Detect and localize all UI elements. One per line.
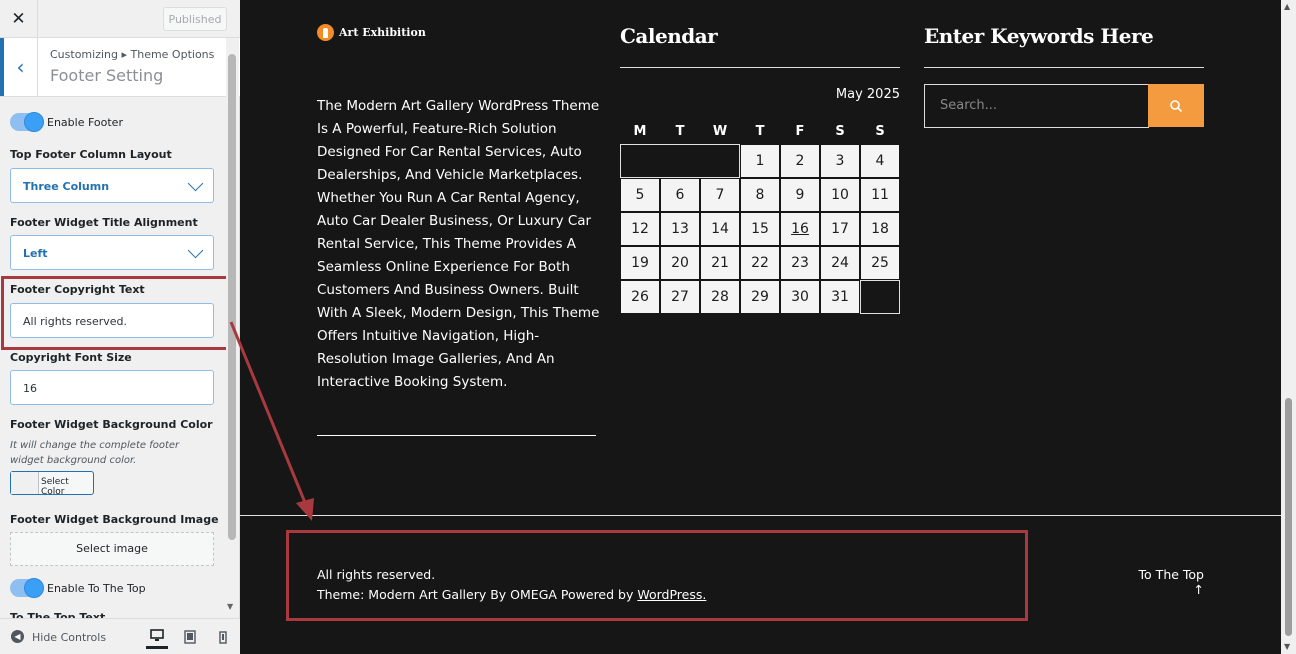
customizer-footer bbox=[0, 618, 240, 654]
theme-credit-text: Theme: Modern Art Gallery By OMEGA Powered by bbox=[317, 587, 638, 602]
enable-to-top-toggle[interactable] bbox=[10, 579, 44, 597]
scroll-up-arrow-icon[interactable]: ▲ bbox=[1284, 2, 1291, 11]
select-color-button[interactable] bbox=[10, 471, 94, 495]
mobile-preview-button[interactable] bbox=[212, 625, 234, 649]
calendar-day-cell: 28 bbox=[700, 280, 740, 314]
chevron-down-icon bbox=[188, 243, 204, 259]
calendar-day-cell: 29 bbox=[740, 280, 780, 314]
column-layout-value: Three Column bbox=[23, 180, 110, 193]
font-size-label: Copyright Font Size bbox=[10, 351, 132, 364]
calendar-day-cell: 12 bbox=[620, 212, 660, 246]
panel-title: Footer Setting bbox=[50, 66, 164, 85]
calendar-week-row bbox=[620, 144, 900, 178]
calendar-week-row bbox=[620, 178, 900, 212]
calendar-day-cell: 30 bbox=[780, 280, 820, 314]
customizer-topbar bbox=[0, 0, 240, 38]
calendar-weekday: W bbox=[712, 124, 728, 139]
enable-footer-label: Enable Footer bbox=[47, 116, 123, 129]
bg-color-description: It will change the complete footer widget background color. bbox=[10, 440, 180, 466]
copyright-line: All rights reserved. bbox=[317, 567, 436, 582]
column-layout-select[interactable] bbox=[10, 168, 214, 203]
calendar-today-cell[interactable]: 16 bbox=[780, 212, 820, 246]
footer-divider bbox=[240, 515, 1281, 516]
published-button[interactable]: Published bbox=[163, 7, 227, 31]
calendar-day-cell: 15 bbox=[740, 212, 780, 246]
tablet-icon bbox=[184, 630, 196, 644]
column-layout-label: Top Footer Column Layout bbox=[10, 148, 172, 161]
calendar-day-cell: 11 bbox=[860, 178, 900, 212]
close-customizer-button[interactable]: ✕ bbox=[0, 0, 38, 38]
hide-controls-button[interactable]: Hide Controls bbox=[32, 631, 107, 644]
calendar-day-cell: 20 bbox=[660, 246, 700, 280]
tablet-preview-button[interactable] bbox=[179, 625, 201, 649]
back-button[interactable]: ‹ bbox=[0, 38, 38, 96]
sidebar-scrollbar-thumb[interactable] bbox=[228, 54, 236, 540]
calendar-week-row bbox=[620, 246, 900, 280]
calendar-day-cell: 14 bbox=[700, 212, 740, 246]
title-alignment-value: Left bbox=[23, 247, 48, 260]
calendar-day-cell: 13 bbox=[660, 212, 700, 246]
enable-to-top-label: Enable To The Top bbox=[47, 582, 146, 595]
calendar-day-cell: 10 bbox=[820, 178, 860, 212]
calendar-caption: May 2025 bbox=[835, 87, 900, 102]
calendar-day-cell: 22 bbox=[740, 246, 780, 280]
calendar-weekday: T bbox=[675, 124, 685, 139]
copyright-text-label: Footer Copyright Text bbox=[10, 283, 145, 296]
to-the-top-link[interactable]: To The Top ↑ bbox=[1138, 567, 1204, 597]
calendar-day-cell: 3 bbox=[820, 144, 860, 178]
toggle-knob bbox=[24, 578, 44, 598]
calendar-day-cell: 1 bbox=[740, 144, 780, 178]
search-divider bbox=[924, 67, 1204, 68]
calendar-day-cell: 7 bbox=[700, 178, 740, 212]
calendar-day-cell: 8 bbox=[740, 178, 780, 212]
calendar-day-cell: 25 bbox=[860, 246, 900, 280]
search-icon bbox=[1169, 99, 1183, 113]
panel-header bbox=[0, 38, 240, 97]
calendar-day-cell: 9 bbox=[780, 178, 820, 212]
calendar-day-cell: 2 bbox=[780, 144, 820, 178]
title-alignment-label: Footer Widget Title Alignment bbox=[10, 216, 198, 229]
calendar-empty-cell bbox=[860, 280, 900, 314]
calendar-day-cell: 31 bbox=[820, 280, 860, 314]
search-button[interactable] bbox=[1148, 84, 1204, 127]
controls-list bbox=[0, 97, 226, 617]
wordpress-link[interactable]: WordPress. bbox=[637, 587, 707, 602]
search-widget-title: Enter Keywords Here bbox=[924, 24, 1154, 48]
calendar-weekday: S bbox=[835, 124, 845, 139]
calendar-title: Calendar bbox=[620, 24, 718, 48]
calendar-week-row bbox=[620, 212, 900, 246]
chevron-down-icon bbox=[188, 176, 204, 192]
bg-color-label: Footer Widget Background Color bbox=[10, 418, 213, 431]
about-text: The Modern Art Gallery WordPress Theme Is A Powerful, Feature-Rich Solution Designed For Car Rental Services, Auto Dealerships, And Vehicle Marketplaces. Whether You Run A Car Rental Agency, Auto Car Dealer Business, Or Luxury Car Rental Service, This Theme Provides A Seamless Online Experience For Both Customers And Business Owners. Built With A Sleek, Modern Design, This Theme Offers Intuitive Navigation, High-Resolution Image Galleries, And An Interactive Booking System. bbox=[317, 98, 600, 390]
highlight-box-copyright-control bbox=[1, 276, 232, 350]
select-image-button[interactable]: Select image bbox=[10, 532, 214, 566]
calendar-weekday: S bbox=[875, 124, 885, 139]
calendar-day-cell: 24 bbox=[820, 246, 860, 280]
calendar-weekday: M bbox=[633, 124, 647, 139]
calendar-grid bbox=[620, 122, 900, 314]
highlight-box-footer-copyright bbox=[286, 530, 1028, 621]
calendar-weekday-row bbox=[620, 122, 900, 144]
search-input[interactable]: Search... bbox=[924, 84, 1149, 128]
title-alignment-select[interactable] bbox=[10, 235, 214, 270]
about-divider bbox=[317, 435, 596, 436]
copyright-text-input[interactable]: All rights reserved. bbox=[10, 303, 214, 338]
calendar-day-cell: 5 bbox=[620, 178, 660, 212]
enable-footer-toggle[interactable] bbox=[10, 113, 44, 131]
logo-text: Art Exhibition bbox=[339, 26, 426, 39]
logo-mark-icon bbox=[317, 24, 334, 41]
calendar-day-cell: 26 bbox=[620, 280, 660, 314]
font-size-input[interactable]: 16 bbox=[10, 370, 214, 405]
calendar-weekday: T bbox=[755, 124, 765, 139]
calendar-empty-cell bbox=[620, 144, 740, 178]
desktop-preview-button[interactable] bbox=[146, 625, 168, 649]
scroll-down-arrow-icon[interactable]: ▼ bbox=[227, 602, 234, 611]
calendar-week-row bbox=[620, 280, 900, 314]
calendar-divider bbox=[620, 67, 900, 68]
mobile-icon bbox=[219, 631, 227, 644]
hide-controls-icon[interactable]: ◀ bbox=[11, 630, 24, 643]
calendar-day-cell: 6 bbox=[660, 178, 700, 212]
calendar-day-cell: 4 bbox=[860, 144, 900, 178]
calendar-day-cell: 18 bbox=[860, 212, 900, 246]
customizer-sidebar bbox=[0, 0, 240, 654]
calendar-weekday: F bbox=[795, 124, 805, 139]
site-preview bbox=[240, 0, 1281, 654]
site-logo[interactable] bbox=[317, 24, 426, 41]
calendar-day-cell: 27 bbox=[660, 280, 700, 314]
breadcrumb: Customizing ▸ Theme Options bbox=[50, 48, 215, 61]
calendar-day-cell: 17 bbox=[820, 212, 860, 246]
calendar-day-cell: 23 bbox=[780, 246, 820, 280]
calendar-day-cell: 19 bbox=[620, 246, 660, 280]
scroll-down-arrow-icon[interactable]: ▼ bbox=[1284, 642, 1291, 651]
color-swatch bbox=[11, 472, 39, 494]
select-color-label: Select Color bbox=[41, 477, 69, 497]
calendar-day-cell: 21 bbox=[700, 246, 740, 280]
preview-scrollbar-thumb[interactable] bbox=[1285, 398, 1292, 636]
toggle-knob bbox=[24, 112, 44, 132]
bg-image-label: Footer Widget Background Image bbox=[10, 513, 219, 526]
desktop-icon bbox=[150, 629, 164, 642]
